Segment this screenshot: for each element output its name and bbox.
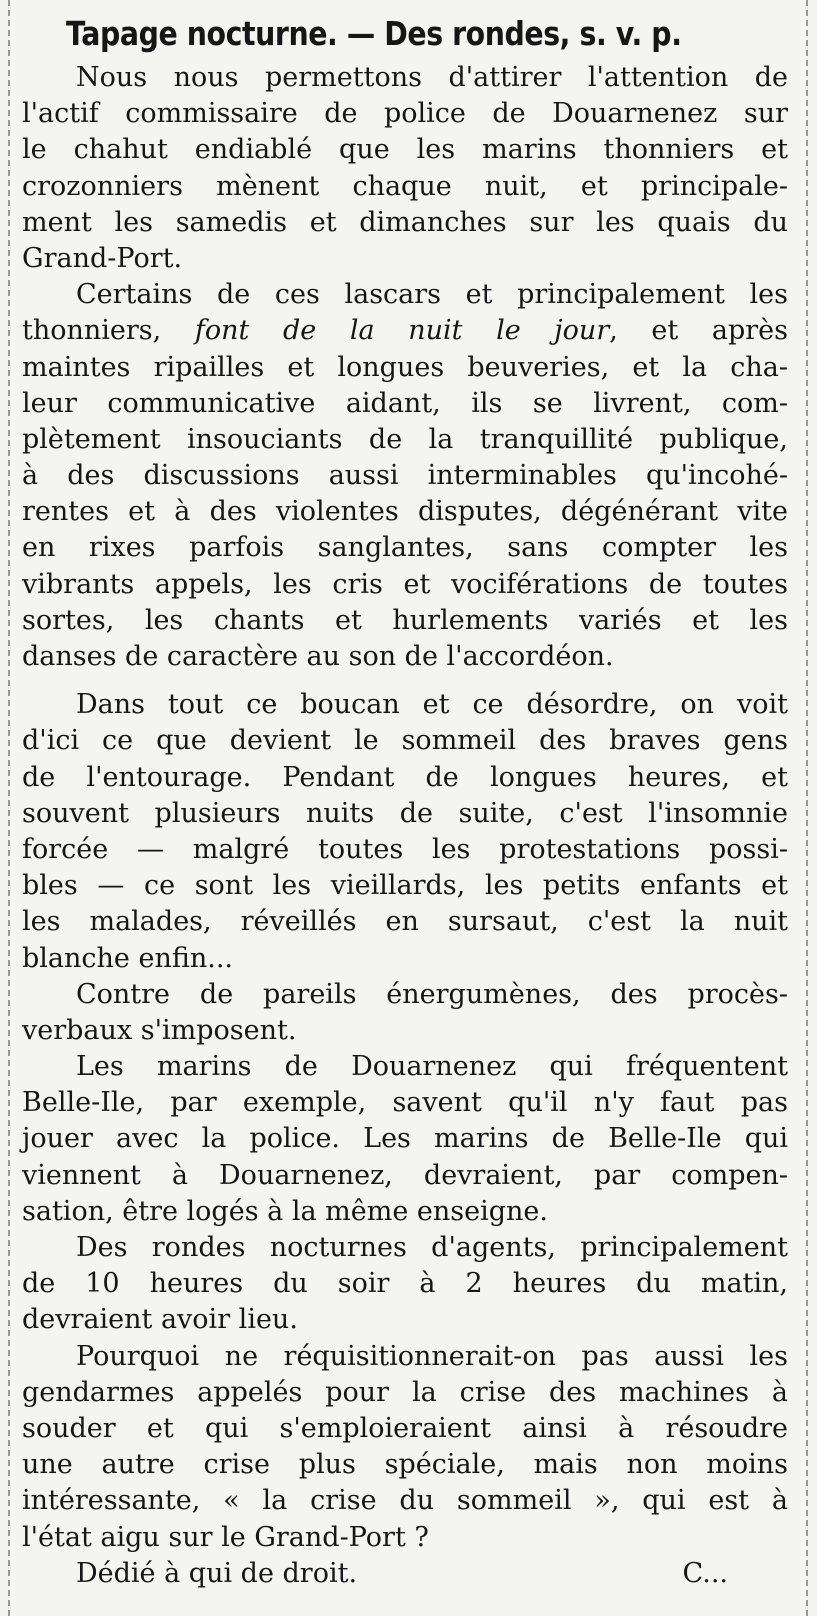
text-line: viennent à Douarnenez, devraient, par compen- [22,1159,788,1191]
left-column-rule [8,0,10,1616]
text-line: forcée — malgré toutes les protestations possi- [22,833,788,865]
text-line: Nous nous permettons d'attirer l'attention de [76,62,788,93]
paragraph [22,1230,788,1339]
right-column-rule [806,0,808,1616]
text-line: sation, être logés à la même enseigne. [22,1195,548,1227]
text-line: bles — ce sont les vieillards, les petits enfants et [22,870,788,902]
article-footer [22,1556,788,1592]
text-line: souvent plusieurs nuits de suite, c'est l'insomnie [22,797,788,829]
text-line: le chahut endiablé que les marins thonniers et [22,134,788,166]
text-line: leur communicative aidant, ils se livrent, com- [22,387,788,419]
article-body [22,60,788,1556]
text-line: gendarmes appelés pour la crise des machines à [22,1376,788,1408]
text-line: vibrants appels, les cris et vociférations de toutes [22,568,788,600]
text-line: verbaux s'imposent. [22,1014,297,1046]
text-line: intéressante, « la crise du sommeil », qui est à [22,1485,788,1517]
text-line: devraient avoir lieu. [22,1304,298,1336]
text-line: ment les samedis et dimanches sur les quais du [22,206,788,238]
text-line: crozonniers mènent chaque nuit, et principale- [22,170,788,202]
article-title: Tapage nocturne. — Des rondes, s. v. p. [66,14,682,53]
text-line: l'actif commissaire de police de Douarnenez sur [22,98,788,130]
text-line: Contre de pareils énergumènes, des procès- [76,978,788,1010]
text-line: l'état aigu sur le Grand-Port ? [22,1521,429,1553]
text-line: Pourquoi ne réquisitionnerait-on pas aussi les [76,1340,788,1372]
text-line: plètement insouciants de la tranquillité publique, [22,423,788,455]
text-line: danses de caractère au son de l'accordéon. [22,641,614,672]
text-line: Belle-Ile, par exemple, savent qu'il n'y faut pas [22,1087,788,1119]
text-line: Dans tout ce boucan et ce désordre, on voit [76,689,788,721]
text-line: de 10 heures du soir à 2 heures du matin, [22,1268,788,1300]
text-line: souder et qui s'emploieraient ainsi à résoudre [22,1412,788,1444]
text-line: Certains de ces lascars et principalement les [76,279,788,311]
text-line: thonniers, font de la nuit le jour, et après [22,315,788,347]
text-line: les malades, réveillés en sursaut, c'est la nuit [22,906,788,938]
text-line: en rixes parfois sanglantes, sans compter les [22,532,788,564]
paragraph [22,1049,788,1230]
text-line: de l'entourage. Pendant de longues heures, et [22,761,788,793]
text-line: maintes ripailles et longues beuveries, et la cha- [22,351,788,383]
article [22,8,788,1592]
text-line: Les marins de Douarnenez qui fréquentent [76,1051,788,1083]
paragraph [22,60,788,277]
paragraph [22,977,788,1049]
paragraph [22,687,788,977]
text-line: Des rondes nocturnes d'agents, principalement [76,1232,788,1263]
closing-dedication: Dédié à qui de droit. [76,1557,358,1589]
text-line: rentes et à des violentes disputes, dégénérant vite [22,496,788,528]
author-signature: C... [682,1557,728,1589]
text-line: à des discussions aussi interminables qu'incohé- [22,460,788,492]
text-line: sortes, les chants et hurlements variés et les [22,604,788,636]
text-line: une autre crise plus spéciale, mais non moins [22,1449,788,1481]
text-line: jouer avec la police. Les marins de Belle-Ile qui [22,1123,788,1155]
text-line: blanche enfin... [22,942,233,974]
paragraph [22,1339,788,1556]
paragraph [22,277,788,675]
text-line: Grand-Port. [22,242,183,274]
paragraph-gap [22,675,788,687]
italic-phrase: font de la nuit le jour [194,315,610,347]
text-line: d'ici ce que devient le sommeil des braves gens [22,725,788,757]
